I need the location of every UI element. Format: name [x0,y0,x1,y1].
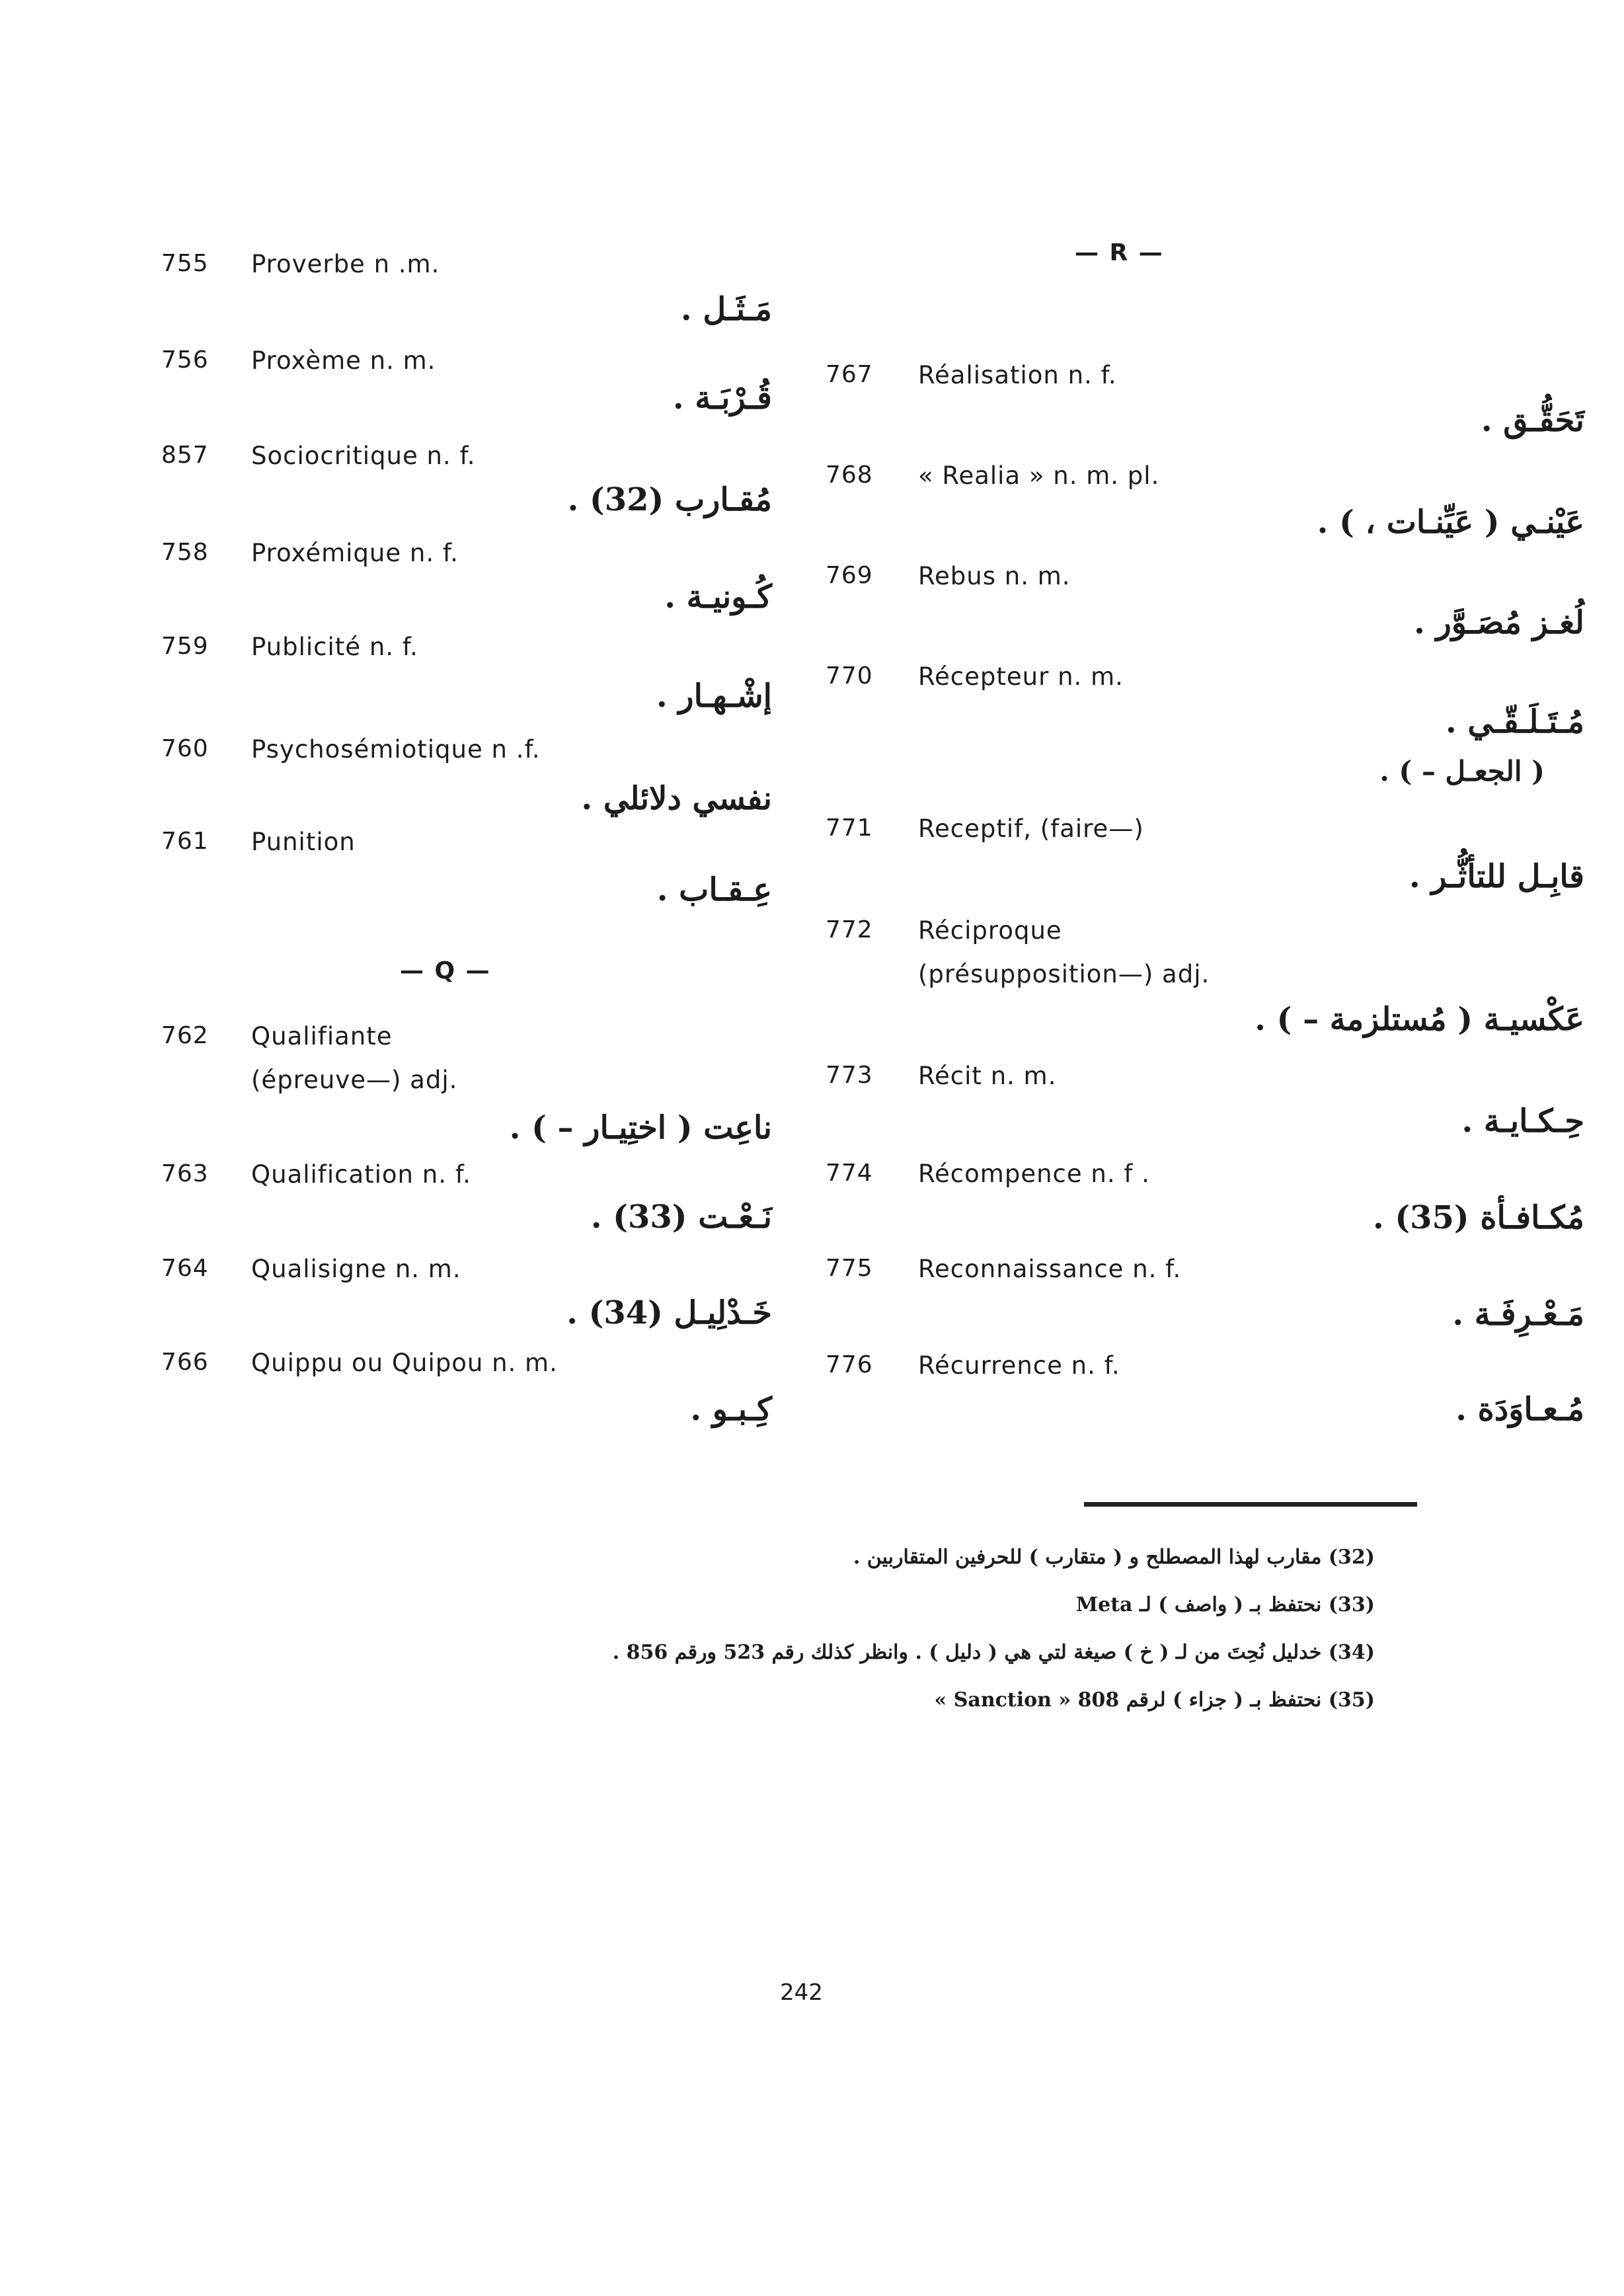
entry-number: 766 [161,1349,209,1376]
french-term-qualifier: (présupposition—) adj. [918,960,1210,988]
arabic-term: نفسي دلائلي . [581,780,772,817]
arabic-note: ( الجعـل – ) . [1379,755,1545,787]
french-term: Punition [251,828,356,856]
arabic-term: نَـعْـت (33) . [590,1199,772,1236]
french-term: Récit n. m. [918,1062,1057,1090]
french-term: Rebus n. m. [918,562,1071,590]
entry-number: 758 [161,539,209,566]
entry-number: 760 [161,735,209,762]
entry-number: 759 [161,633,209,660]
arabic-term: مَـثَـل . [680,291,772,328]
entry-number: 771 [826,814,873,842]
entry-number: 761 [161,828,209,855]
arabic-term: إشْـهـار . [656,678,772,715]
french-term: Récepteur n. m. [918,662,1124,691]
french-term: Psychosémiotique n .f. [251,735,541,764]
arabic-term: كُـونيـة . [664,578,772,615]
french-term: Réalisation n. f. [918,361,1117,389]
footnote-32: (32) مقارب لهذا المصطلح و ( متقارب ) للحرفين المتقاربين . [853,1546,1375,1569]
french-term: Publicité n. f. [251,633,418,661]
footnote-34: (34) خدليل نُحِتَ من لـ ( خ ) صيغة لتي هي ( دليل ) . وانظر كذلك رقم 523 ورقم 856 . [612,1641,1375,1664]
french-term: Sociocritique n. f. [251,442,476,470]
entry-number: 755 [161,250,209,277]
arabic-term: عَيْنـي ( عَيِّنـات ، ) . [1317,504,1584,541]
entry-number: 776 [826,1351,873,1378]
entry-number: 762 [161,1022,209,1049]
arabic-term: كِـبـو . [690,1391,772,1428]
entry-number: 769 [826,562,873,589]
entry-number: 756 [161,346,209,374]
footnote-divider [1084,1502,1417,1507]
french-term: « Realia » n. m. pl. [918,461,1160,490]
arabic-term: قابِـل للتأثُّـر . [1409,858,1584,895]
french-term: Récurrence n. f. [918,1351,1120,1380]
arabic-term: لُغـز مُصَـوَّر . [1414,604,1584,641]
french-term-qualifier: (épreuve—) adj. [251,1066,458,1094]
arabic-term: مُـعـاوَدَة . [1455,1391,1584,1428]
entry-number: 763 [161,1160,209,1187]
arabic-term: مُكـافـأة (35) . [1372,1199,1584,1236]
arabic-term: عَكْسيـة ( مُستلزمة – ) . [1255,1001,1584,1038]
french-term: Réciproque [918,916,1062,945]
french-term: Reconnaissance n. f. [918,1255,1182,1283]
arabic-term: حِـكـايـة . [1461,1103,1584,1140]
entry-number: 773 [826,1062,873,1089]
footnote-35: (35) نحتفظ بـ ( جزاء ) لرقم 808 « Sanction » [934,1688,1375,1712]
footnote-33: (33) نحتفظ بـ ( واصف ) لـ Meta [1075,1593,1375,1616]
arabic-term: مُـتَـلَـقّـي . [1445,703,1584,740]
entry-number: 770 [826,662,873,690]
entry-number: 775 [826,1255,873,1282]
entry-number: 768 [826,461,873,489]
arabic-term: عِـقـاب . [656,871,772,908]
french-term: Qualifiante [251,1022,393,1050]
section-header-q: — Q — [400,957,491,984]
arabic-term: مُقـارب (32) . [567,481,772,518]
entry-number: 764 [161,1255,209,1282]
french-term: Qualisigne n. m. [251,1255,461,1283]
arabic-term: تَحَقُّـق . [1481,402,1584,439]
french-term: Receptif, (faire—) [918,814,1144,843]
arabic-term: قُـرْبَـة . [672,379,772,416]
french-term: Quippu ou Quipou n. m. [251,1349,558,1377]
arabic-term: خَـدْلِيـل (34) . [566,1294,772,1331]
entry-number: 857 [161,442,209,469]
page-number: 242 [780,1979,823,2006]
arabic-term: ناعِت ( اختِيـار – ) . [509,1109,772,1146]
french-term: Récompence n. f . [918,1160,1150,1188]
french-term: Proverbe n .m. [251,250,440,278]
french-term: Proxème n. m. [251,346,436,375]
french-term: Proxémique n. f. [251,539,459,567]
french-term: Qualification n. f. [251,1160,471,1189]
entry-number: 767 [826,361,873,388]
section-header-r: — R — [1075,239,1164,266]
entry-number: 774 [826,1160,873,1187]
entry-number: 772 [826,916,873,943]
arabic-term: مَـعْـرِفَـة . [1452,1296,1584,1333]
